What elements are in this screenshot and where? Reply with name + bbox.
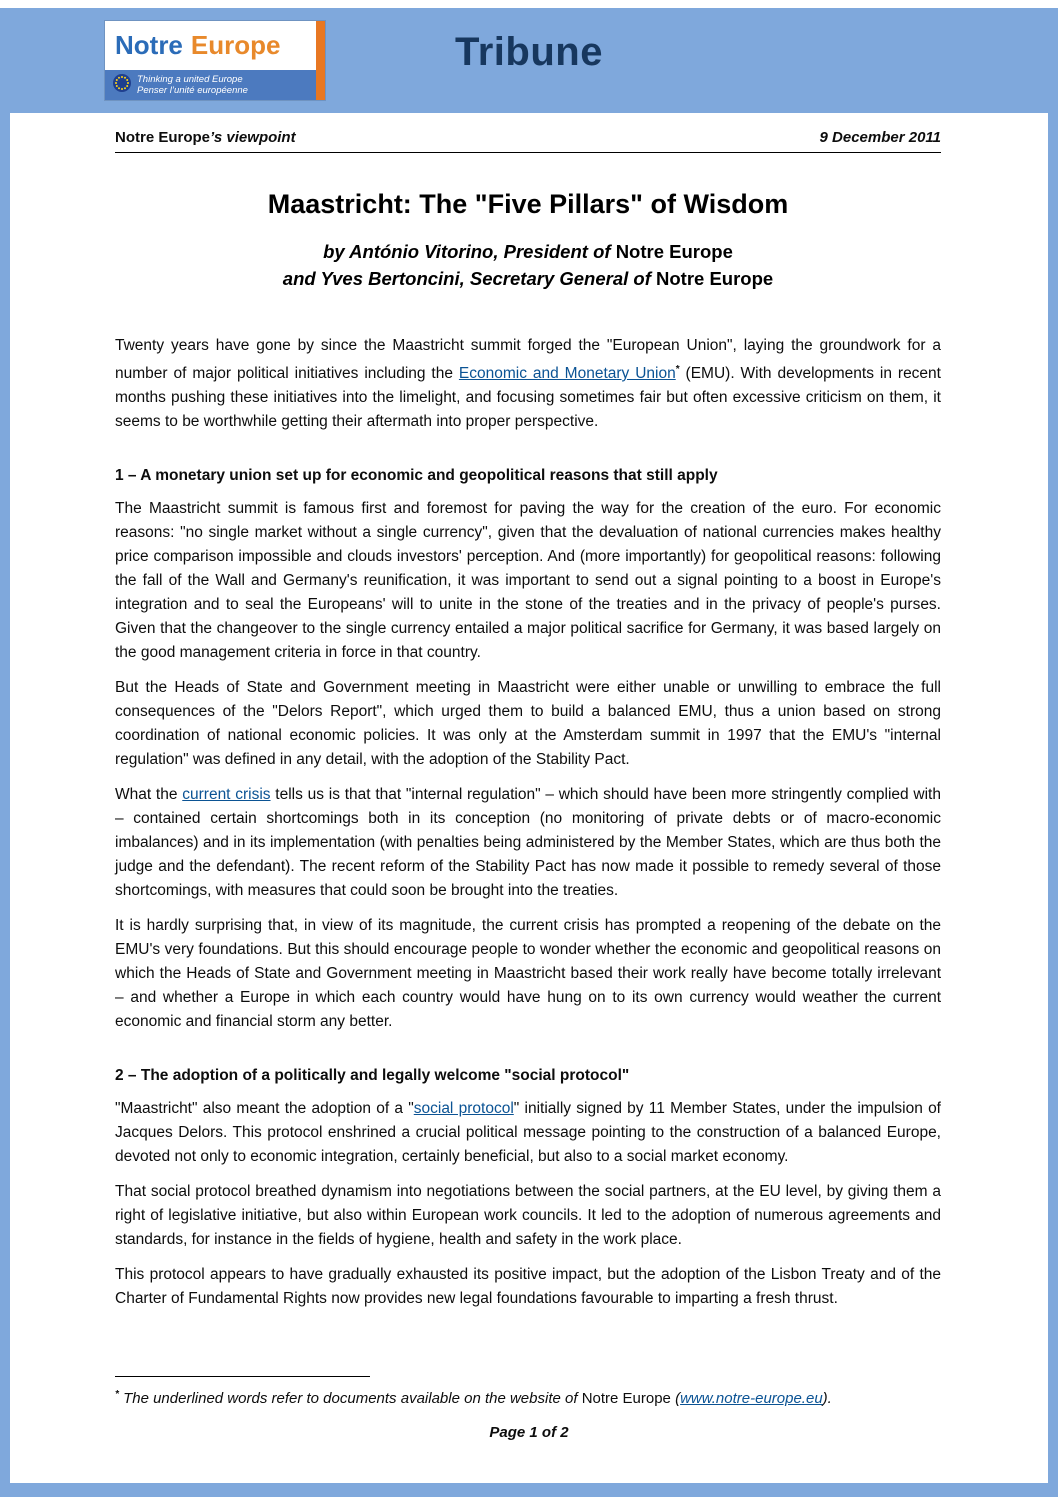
section2-paragraph-2: That social protocol breathed dynamism into negotiations between the social partners, at the EU level, by giving them a right of legislative initiative, but also within European work councils. It led to the adoption of numerous agreements and standards, for instance in the fields of hygiene, health and safety in the work place. — [115, 1183, 941, 1249]
section1-paragraph-4: It is hardly surprising that, in view of its magnitude, the current crisis has prompted a reopening of the debate on the EMU's very foundations. But this should encourage people to wonder whether the economic and geopolitical reasons on which the Heads of State and Government meeting in Maastricht based their work really have become totally irrelevant – and whether a Europe in which each country would have hung on to its own currency would weather the current economic and financial storm any better. — [115, 917, 941, 1031]
current-crisis-link[interactable]: current crisis — [182, 786, 271, 804]
section1-heading: 1 – A monetary union set up for economic and geopolitical reasons that still apply — [115, 467, 718, 485]
emu-link[interactable]: Economic and Monetary Union — [458, 365, 676, 383]
social-protocol-link[interactable]: social protocol — [413, 1100, 514, 1118]
meta-row — [115, 129, 941, 153]
logo-tagline-strip — [105, 70, 325, 100]
logo-orange-bar — [316, 21, 325, 100]
footnote-org: Notre Europe — [581, 1390, 671, 1407]
content-sheet — [10, 113, 1048, 1483]
s1p3-seg1: What the — [115, 786, 183, 804]
intro-paragraph — [115, 334, 941, 434]
logo-taglines — [137, 74, 248, 96]
byline-line-2 — [115, 265, 941, 292]
page-number: Page 1 of 2 — [489, 1424, 569, 1441]
header-banner — [0, 8, 1058, 113]
section2-paragraph-1 — [115, 1097, 941, 1169]
meta-viewpoint-suffix: ’s viewpoint — [210, 129, 296, 146]
intro-seg2: (EMU). With developments in recent months pushing these initiatives into the limelight, and focusing sometimes fair but often excessive criticism on them, it seems to be worthwhile getting their aftermath into proper perspective. — [115, 365, 941, 431]
byline1-text: by António Vitorino, President of — [323, 241, 616, 262]
section1-paragraph-2: But the Heads of State and Government meeting in Maastricht were either unable or unwilling to embrace the full consequences of the "Delors Report", which urged them to build a balanced EMU, thus a union based on strong coordination of national economic policies. It was only at the Amsterdam summit in 1997 that the EMU's "internal regulation" was defined in any detail, with the adoption of the Stability Pact. — [115, 679, 941, 769]
footnote-seg1: The underlined words refer to documents available on the website of — [118, 1390, 582, 1407]
article-title: Maastricht: The "Five Pillars" of Wisdom — [267, 189, 789, 219]
logo-tagline-fr: Penser l’unité européenne — [137, 85, 248, 96]
section2-heading: 2 – The adoption of a politically and legally welcome "social protocol" — [115, 1067, 630, 1085]
meta-viewpoint-org: Notre Europe — [115, 129, 211, 146]
section2-paragraph-3: This protocol appears to have gradually exhausted its positive impact, but the adoption of the Lisbon Treaty and of the Charter of Fundamental Rights now provides new legal foundations favourable to imparting a fresh thrust. — [115, 1266, 941, 1308]
notre-europe-logo — [105, 21, 325, 100]
footnote-divider — [115, 1376, 370, 1377]
section1-paragraph-1: The Maastricht summit is famous first and foremost for paving the way for the creation of the euro. For economic reasons: "no single market without a single currency", given that the devaluation of national currencies makes healthy price comparison impossible and clouds investors' perception. And (more importantly) for geopolitical reasons: following the fall of the Wall and Germany's reunification, it was important to send out a signal pointing to a boost in Europe's integration and to seal the Europeans' will to unite in the stone of the treaties and in the privacy of people's purses. Given that the changeover to the single currency entailed a major political sacrifice for Germany, it was based largely on the good management criteria in force in that country. — [115, 500, 941, 662]
eu-flag-icon — [113, 74, 131, 97]
footnote-text — [115, 1389, 941, 1407]
logo-wordmark — [105, 21, 325, 70]
footnote-seg3: ). — [822, 1390, 832, 1407]
byline2-text: and Yves Bertoncini, Secretary General of — [282, 268, 657, 289]
byline1-org: Notre Europe — [615, 241, 733, 262]
section1-paragraph-3 — [115, 783, 941, 903]
s1p3-seg2: tells us is that that "internal regulation" – which should have been more stringently complied with – contained certain shortcomings both in its conception (no monitoring of private debts or of macro-economic imbalances) and in its implementation (with penalties being administered by the Member States, which are thus both the judge and the defendant). The recent reform of the Stability Pact has now made it possible to remedy several of those shortcomings, with measures that could soon be brought into the treaties. — [115, 786, 941, 900]
s2p1-seg1: "Maastricht" also meant the adoption of a " — [115, 1100, 414, 1118]
meta-date: 9 December 2011 — [819, 129, 941, 146]
article-body — [115, 334, 941, 1311]
byline2-org: Notre Europe — [656, 268, 774, 289]
byline-line-1 — [115, 238, 941, 265]
logo-word-notre: Notre — [115, 30, 183, 60]
publication-title: Tribune — [455, 30, 603, 74]
byline — [115, 238, 941, 292]
website-link[interactable]: www.notre-europe.eu — [680, 1390, 823, 1407]
footnote-marker: * — [115, 1389, 119, 1400]
footnote-seg2: ( — [670, 1390, 681, 1407]
logo-word-europe: Europe — [190, 30, 281, 60]
intro-seg1: Twenty years have gone by since the Maastricht summit forged the "European Union", laying the groundwork for a number of major political initiatives including the — [115, 337, 941, 383]
logo-tagline-en: Thinking a united Europe — [137, 74, 243, 85]
meta-viewpoint — [115, 129, 296, 146]
footnote-reference: * — [675, 364, 680, 375]
page-blue-frame — [0, 8, 1058, 1497]
footnote-area — [115, 1376, 941, 1407]
s2p1-seg2: " initially signed by 11 Member States, under the impulsion of Jacques Delors. This protocol enshrined a crucial political message pointing to the construction of a balanced Europe, devoted not only to economic integration, certainly beneficial, but also to a social market economy. — [115, 1100, 941, 1166]
